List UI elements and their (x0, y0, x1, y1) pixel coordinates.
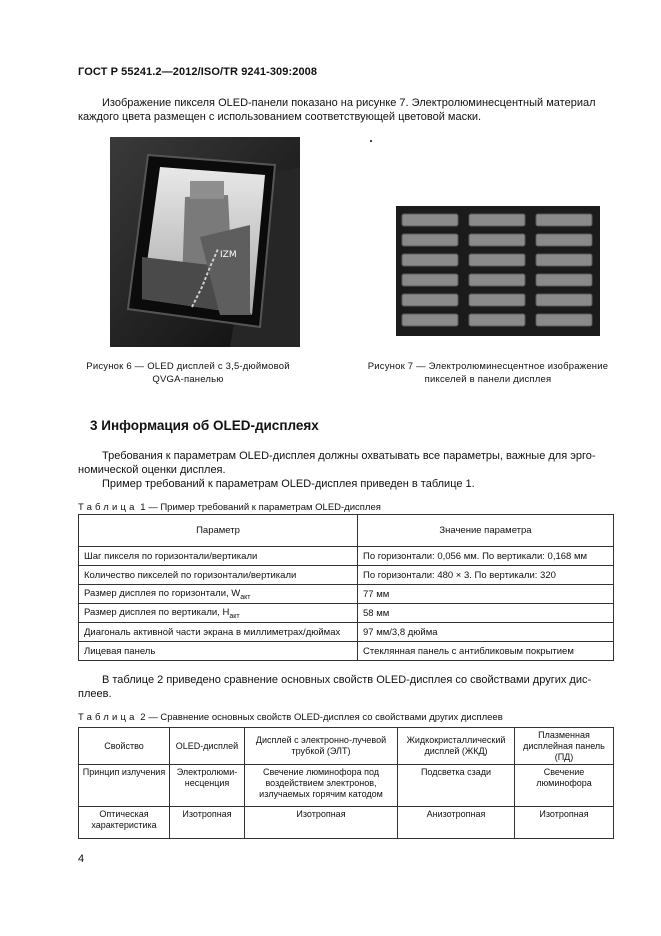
body-p2: Пример требований к параметрам OLED-дисплея приведен в таблице 1. (102, 478, 475, 490)
table1-cell: По горизонтали: 480 × 3. По вертикали: 320 (358, 566, 614, 585)
intro-line-2: каждого цвета размещен с использованием соответствующей цветовой маски. (78, 111, 482, 123)
figure6-caption-line-1: Рисунок 6 — OLED дисплей с 3,5-дюймовой (86, 361, 290, 372)
table2-cell: Изотропная (515, 807, 614, 839)
table1-cell: Диагональ активной части экрана в миллиметрах/дюймах (79, 623, 358, 642)
table-row (79, 604, 614, 623)
pixel-cell (402, 234, 458, 246)
pixel-cell (402, 254, 458, 266)
figure7-caption-line-2: пикселей в панели дисплея (424, 374, 552, 385)
table1-caption (78, 502, 381, 513)
table2-cell: Анизотропная (398, 807, 515, 839)
pixel-cell (469, 214, 525, 226)
table-row (79, 566, 614, 585)
table1-cell: 97 мм/3,8 дюйма (358, 623, 614, 642)
table1-cell: 58 мм (358, 604, 614, 623)
pixel-cell (402, 294, 458, 306)
pixel-cell (536, 234, 592, 246)
table-row (79, 642, 614, 661)
table2-cell: Принцип излучения (79, 765, 170, 807)
table2-header: OLED-дисплей (170, 728, 245, 765)
table1-header-row (79, 515, 614, 547)
between-line-1: В таблице 2 приведено сравнение основных свойств OLED-дисплея со свойствами других дис- (102, 674, 592, 686)
pixel-cell (536, 314, 592, 326)
table2-header: Жидкокристаллический дисплей (ЖКД) (398, 728, 515, 765)
table2-header-row (79, 728, 614, 765)
table-row (79, 585, 614, 604)
table2-header: Дисплей с электронно-лучевой трубкой (ЭЛТ) (245, 728, 398, 765)
table-row (79, 765, 614, 807)
table2-header: Плазменная дисплейная панель (ПД) (515, 728, 614, 765)
table2-caption-text: 2 — Сравнение основных свойств OLED-дисплея со свойствами других дисплеев (140, 712, 503, 723)
pixel-cell (536, 294, 592, 306)
table2-cell: Изотропная (170, 807, 245, 839)
table1-cell: Стеклянная панель с антибликовым покрытием (358, 642, 614, 661)
figure7-caption-line-1: Рисунок 7 — Электролюминесцентное изображение (367, 361, 609, 372)
table1-caption-word: Таблица (78, 502, 138, 513)
section-title: 3 Информация об OLED-дисплеях (90, 418, 319, 433)
table1-subscript: акт (240, 593, 251, 601)
table2-cell: Свечение люминофора под воздействием электронов, излучаемых горячим катодом (245, 765, 398, 807)
intro-line-1: Изображение пикселя OLED-панели показано на рисунке 7. Электролюминесцентный материал (102, 97, 596, 109)
pixel-cell (536, 274, 592, 286)
table1-cell: Лицевая панель (79, 642, 358, 661)
pixel-cell (469, 314, 525, 326)
table2-cell: Оптическая характеристика (79, 807, 170, 839)
table2-caption (78, 712, 503, 723)
table1-cell: 77 мм (358, 585, 614, 604)
table1-caption-text: 1 — Пример требований к параметрам OLED-дисплея (140, 502, 381, 513)
pixel-cell (536, 214, 592, 226)
table2-header: Свойство (79, 728, 170, 765)
table2-cell: Свечение люминофора (515, 765, 614, 807)
pixel-cell (536, 254, 592, 266)
table1-cell-with-sub (79, 604, 358, 623)
table1-cell: Количество пикселей по горизонтали/вертикали (79, 566, 358, 585)
pixel-cell (402, 214, 458, 226)
table2 (78, 727, 614, 839)
table-row (79, 807, 614, 839)
table2-cell: Электролюми-несценция (170, 765, 245, 807)
figure7-mark (370, 140, 372, 142)
pixel-cell (469, 274, 525, 286)
pixel-cell (402, 314, 458, 326)
pixel-cell (402, 274, 458, 286)
figure7-caption (360, 360, 616, 386)
table1 (78, 514, 614, 661)
body-p1-line-1: Требования к параметрам OLED-дисплея должны охватывать все параметры, важные для эрго- (102, 450, 596, 462)
figure6-photo (110, 137, 300, 347)
page-number: 4 (78, 853, 85, 865)
figure6-caption-line-2: QVGA-панелью (152, 374, 224, 385)
document-header: ГОСТ Р 55241.2—2012/ISO/TR 9241-309:2008 (78, 66, 318, 78)
pixel-cell (469, 254, 525, 266)
pixel-cell (469, 234, 525, 246)
table1-header-param: Параметр (79, 515, 358, 547)
between-line-2: плеев. (78, 688, 112, 700)
table1-cell-with-sub (79, 585, 358, 604)
table2-caption-word: Таблица (78, 712, 138, 723)
table1-cell: По горизонтали: 0,056 мм. По вертикали: 0,168 мм (358, 547, 614, 566)
pixel-cell (469, 294, 525, 306)
figure7-pixel-image (396, 206, 600, 336)
table1-header-value: Значение параметра (358, 515, 614, 547)
figure6-caption (78, 360, 298, 386)
table-row (79, 623, 614, 642)
figure6-screen-logo: IZM (220, 250, 237, 260)
table2-cell: Изотропная (245, 807, 398, 839)
table1-cell: Шаг пикселя по горизонтали/вертикали (79, 547, 358, 566)
table1-cell-text: Размер дисплея по горизонтали, W (84, 587, 241, 599)
table1-subscript: акт (229, 612, 240, 620)
table2-cell: Подсветка сзади (398, 765, 515, 807)
table-row (79, 547, 614, 566)
body-p1-line-2: номической оценки дисплея. (78, 464, 226, 476)
table1-cell-text: Размер дисплея по вертикали, H (84, 606, 230, 618)
